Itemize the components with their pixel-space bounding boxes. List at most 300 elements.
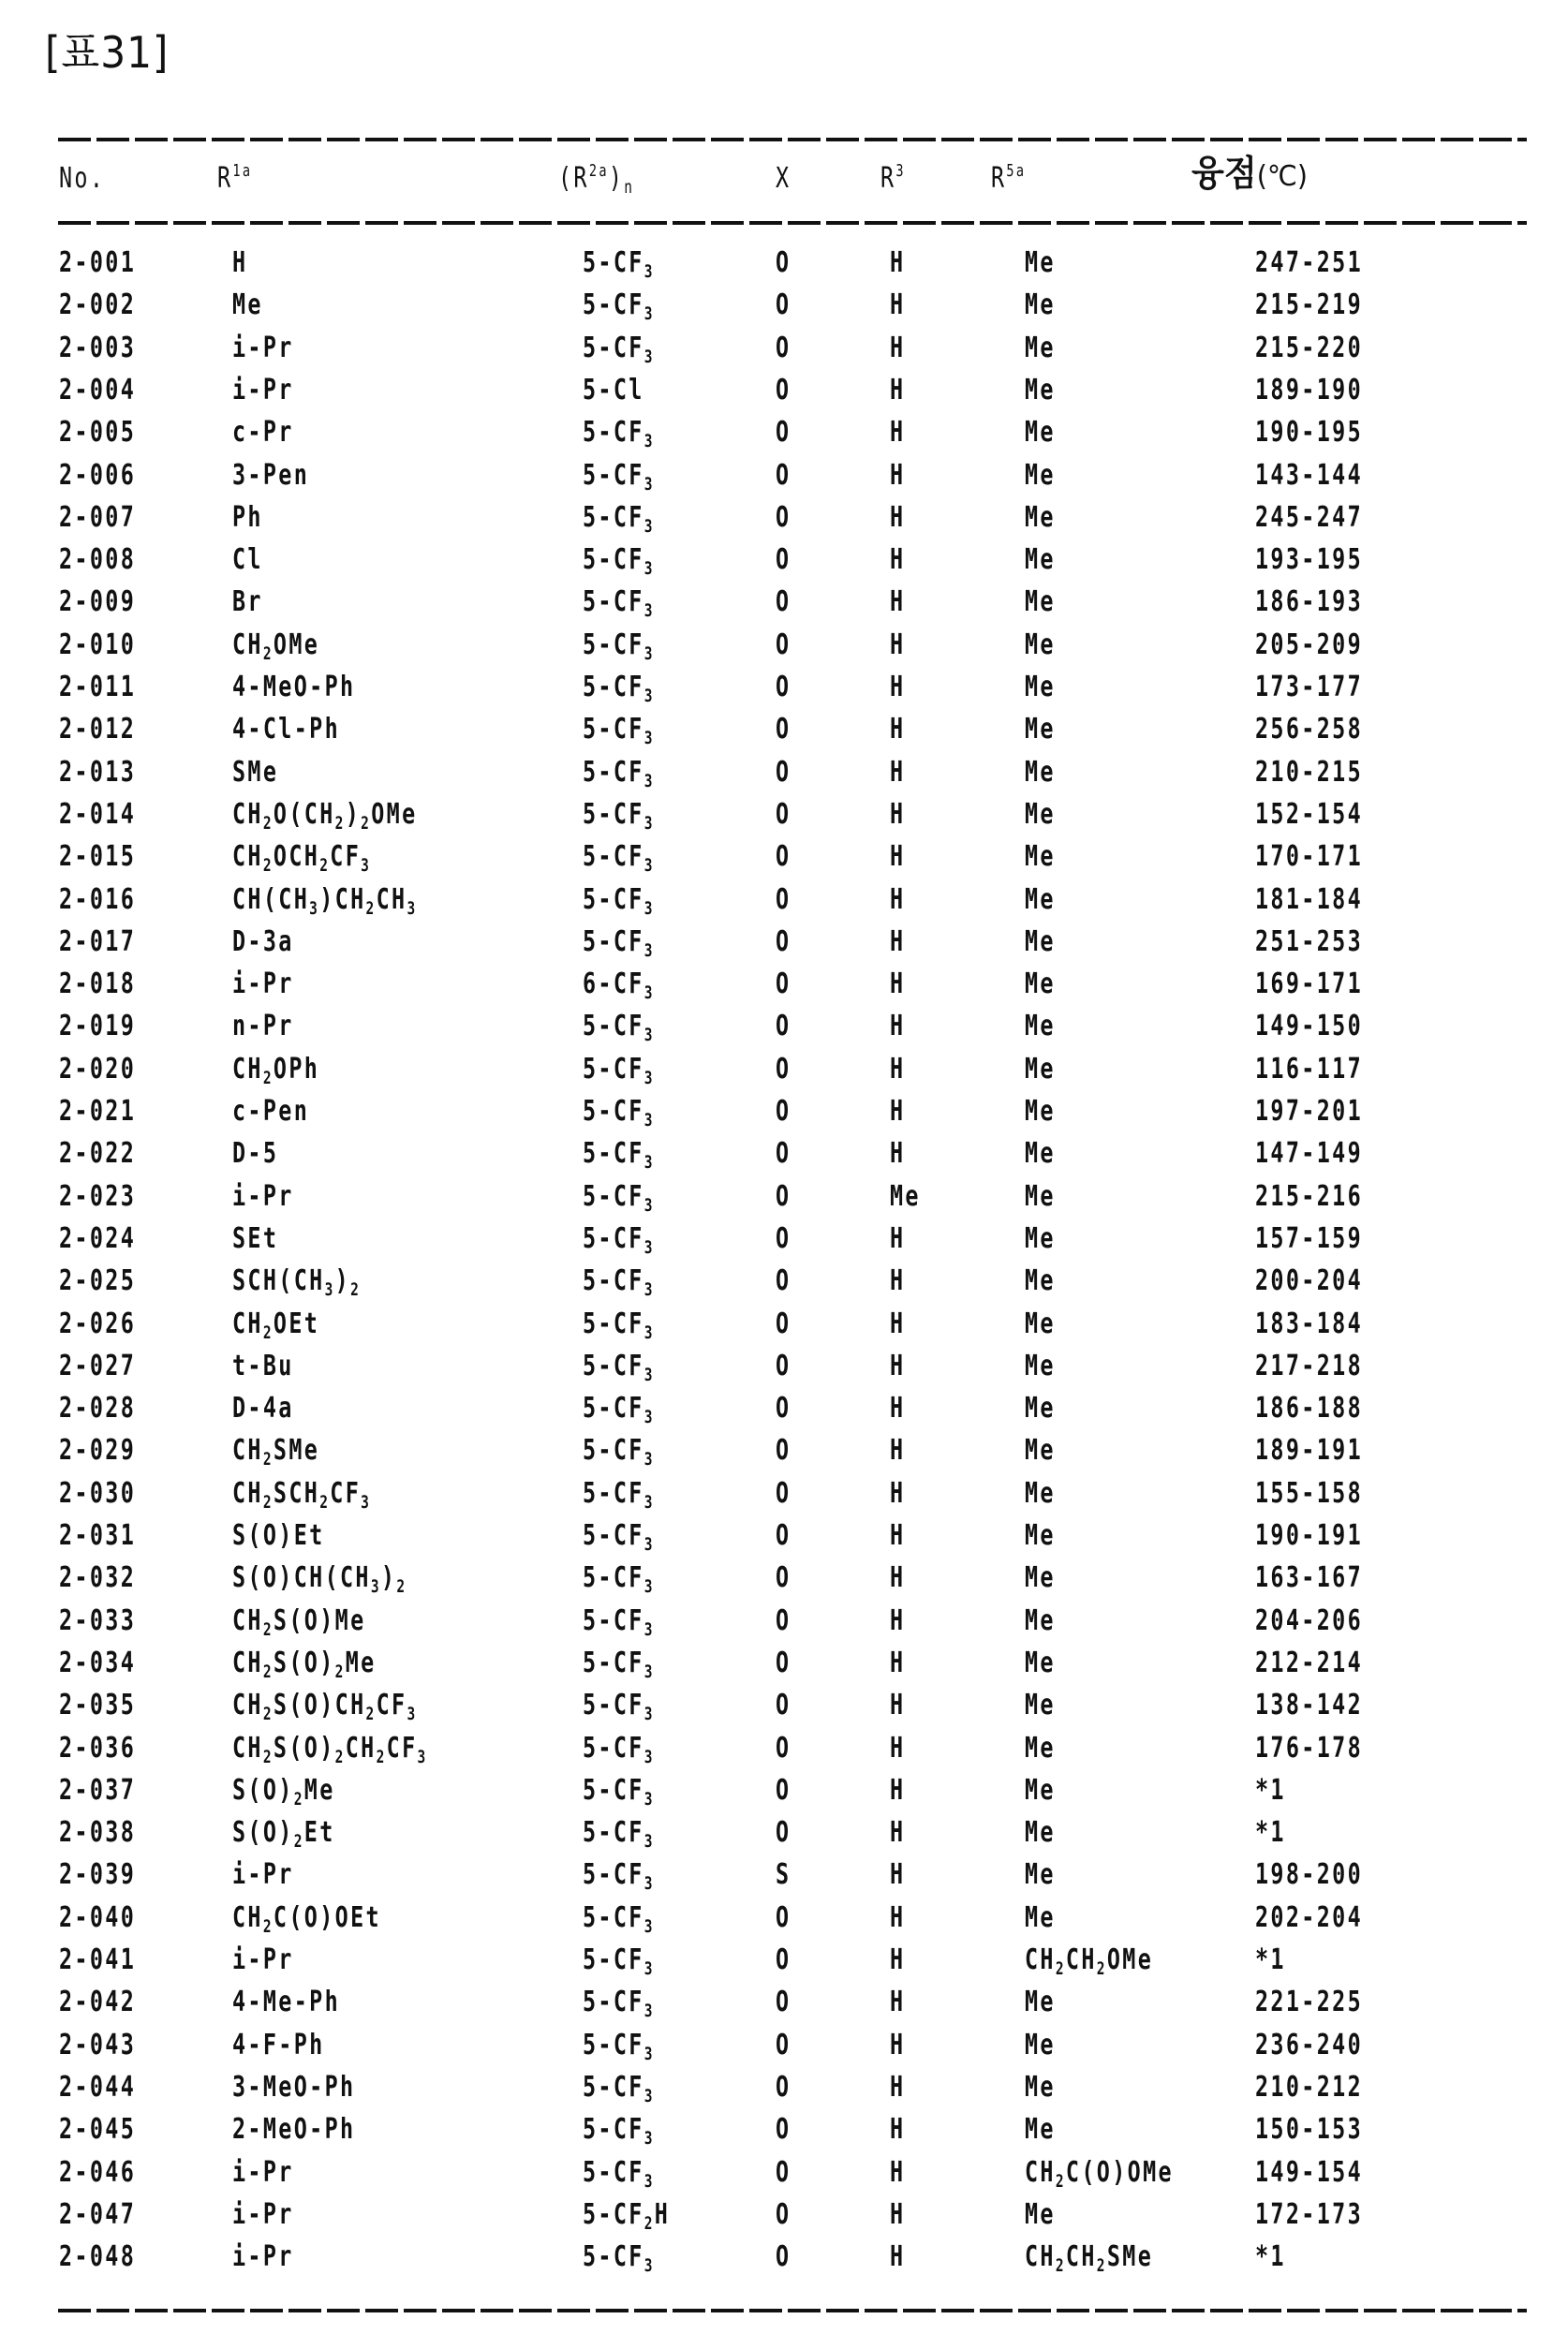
cell-r3: H (890, 1349, 906, 1382)
cell-r5a: Me (1025, 1476, 1056, 1510)
cell-x: O (776, 1264, 791, 1298)
cell-r1a: i-Pr (232, 1858, 294, 1892)
cell-r2a: $5-CF_3$ (583, 1646, 655, 1682)
cell-r2a: $5-CF_3$ (583, 882, 655, 919)
cell-x: O (776, 1476, 791, 1510)
cell-melting-point: 210-215 (1255, 755, 1364, 789)
cell-r2a: $5-CF_3$ (583, 1307, 655, 1343)
cell-r2a: $5-CF_3$ (583, 1943, 655, 1979)
table-row (0, 1308, 1568, 1351)
cell-r3: H (890, 2028, 906, 2061)
cell-r3: H (890, 1646, 906, 1679)
table-row (0, 714, 1568, 756)
cell-melting-point: 193-195 (1255, 543, 1364, 577)
cell-melting-point: 204-206 (1255, 1603, 1364, 1637)
cell-no: 2-025 (59, 1264, 137, 1298)
cell-r3: H (890, 1603, 906, 1637)
table-row (0, 1054, 1568, 1096)
cell-x: O (776, 1392, 791, 1426)
cell-x: O (776, 2113, 791, 2147)
cell-r5a: Me (1025, 1773, 1056, 1807)
cell-melting-point: *1 (1255, 1773, 1286, 1807)
cell-melting-point: 236-240 (1255, 2028, 1364, 2061)
cell-r2a: $5-CF_3$ (583, 797, 655, 834)
cell-melting-point: 247-251 (1255, 246, 1364, 279)
cell-r3: H (890, 755, 906, 789)
cell-r3: H (890, 1095, 906, 1128)
cell-r2a: $5-CF_3$ (583, 628, 655, 664)
table-row (0, 1902, 1568, 1944)
cell-r3: H (890, 373, 906, 406)
cell-melting-point: 116-117 (1255, 1052, 1364, 1086)
cell-no: 2-019 (59, 1010, 137, 1043)
cell-x: O (776, 416, 791, 450)
table-row (0, 1775, 1568, 1817)
table-row (0, 629, 1568, 672)
cell-r5a: Me (1025, 458, 1056, 492)
cell-r5a: Me (1025, 1392, 1056, 1426)
cell-melting-point: 200-204 (1255, 1264, 1364, 1298)
cell-r2a: $5-CF_3$ (583, 1986, 655, 2022)
cell-r3: H (890, 2113, 906, 2147)
table-row (0, 417, 1568, 459)
cell-x: O (776, 924, 791, 958)
cell-melting-point: 245-247 (1255, 500, 1364, 534)
cell-no: 2-041 (59, 1943, 137, 1976)
cell-melting-point: 147-149 (1255, 1137, 1364, 1171)
cell-no: 2-034 (59, 1646, 137, 1679)
cell-r5a: Me (1025, 2113, 1056, 2147)
cell-r1a: 4-Me-Ph (232, 1986, 341, 2019)
cell-r3: H (890, 1010, 906, 1043)
cell-no: 2-033 (59, 1603, 137, 1637)
table-row (0, 926, 1568, 968)
cell-r3: H (890, 797, 906, 831)
cell-r5a: Me (1025, 924, 1056, 958)
header-no: No. (59, 162, 106, 195)
cell-r5a: Me (1025, 416, 1056, 450)
cell-no: 2-013 (59, 755, 137, 789)
cell-r1a: $CH_2S(O)CH_2CF_3$ (232, 1689, 418, 1725)
cell-r1a: i-Pr (232, 968, 294, 1001)
cell-r2a: $5-CF_3$ (583, 585, 655, 622)
cell-r3: H (890, 1943, 906, 1976)
cell-melting-point: 173-177 (1255, 671, 1364, 703)
cell-r3: H (890, 1476, 906, 1510)
cell-r1a: t-Bu (232, 1349, 294, 1382)
table-row (0, 1817, 1568, 1859)
table-row (0, 672, 1568, 714)
cell-no: 2-021 (59, 1095, 137, 1128)
cell-x: O (776, 1561, 791, 1595)
cell-melting-point: 189-191 (1255, 1434, 1364, 1468)
table-row (0, 2199, 1568, 2241)
cell-r3: H (890, 458, 906, 492)
cell-melting-point: 169-171 (1255, 968, 1364, 1001)
cell-r3: H (890, 1137, 906, 1171)
cell-r5a: Me (1025, 628, 1056, 661)
cell-no: 2-046 (59, 2155, 137, 2189)
cell-r2a: $5-CF_3$ (583, 924, 655, 961)
cell-x: O (776, 671, 791, 703)
cell-r5a: Me (1025, 968, 1056, 1001)
cell-x: O (776, 543, 791, 577)
header-bottom-rule (58, 221, 1527, 225)
cell-r1a: $CH_2S(O)_2CH_2CF_3$ (232, 1731, 428, 1767)
cell-melting-point: 186-188 (1255, 1392, 1364, 1426)
cell-r3: H (890, 1986, 906, 2019)
cell-r3: H (890, 1392, 906, 1426)
cell-no: 2-030 (59, 1476, 137, 1510)
cell-x: O (776, 1731, 791, 1765)
cell-r5a: Me (1025, 288, 1056, 322)
cell-x: O (776, 882, 791, 916)
cell-r2a: $5-CF_3$ (583, 1010, 655, 1046)
cell-r1a: 4-Cl-Ph (232, 713, 341, 746)
table-row (0, 289, 1568, 332)
cell-r2a: $5-CF_3$ (583, 1900, 655, 1937)
cell-no: 2-028 (59, 1392, 137, 1426)
cell-melting-point: 251-253 (1255, 924, 1364, 958)
cell-r1a: D-3a (232, 924, 294, 958)
cell-no: 2-045 (59, 2113, 137, 2147)
cell-melting-point: 190-191 (1255, 1519, 1364, 1552)
table-title: [표31] (45, 27, 170, 78)
cell-no: 2-007 (59, 500, 137, 534)
cell-no: 2-043 (59, 2028, 137, 2061)
table-row (0, 1138, 1568, 1180)
cell-no: 2-015 (59, 840, 137, 874)
cell-melting-point: *1 (1255, 1943, 1286, 1976)
cell-no: 2-016 (59, 882, 137, 916)
cell-r5a: Me (1025, 882, 1056, 916)
cell-r3: H (890, 671, 906, 703)
cell-x: O (776, 1773, 791, 1807)
cell-r2a: $6-CF_3$ (583, 968, 655, 1004)
cell-r5a: Me (1025, 797, 1056, 831)
table-row (0, 1478, 1568, 1520)
table-row (0, 544, 1568, 586)
cell-r5a: Me (1025, 373, 1056, 406)
cell-x: O (776, 246, 791, 279)
cell-no: 2-005 (59, 416, 137, 450)
table-row (0, 1351, 1568, 1393)
cell-r5a: Me (1025, 1264, 1056, 1298)
cell-r2a: $5-CF_3$ (583, 671, 655, 706)
cell-r1a: Cl (232, 543, 263, 577)
cell-r2a: $5-CF_3$ (583, 1476, 655, 1513)
cell-x: O (776, 1095, 791, 1128)
cell-no: 2-009 (59, 585, 137, 619)
cell-r1a: i-Pr (232, 1943, 294, 1976)
table-row (0, 1435, 1568, 1477)
cell-r3: H (890, 1434, 906, 1468)
header-top-rule (58, 138, 1527, 141)
cell-r5a: Me (1025, 246, 1056, 279)
cell-r2a: $5-CF_3$ (583, 1179, 655, 1216)
cell-no: 2-010 (59, 628, 137, 661)
cell-r3: H (890, 288, 906, 322)
cell-r2a: $5-CF_3$ (583, 1816, 655, 1853)
cell-x: O (776, 373, 791, 406)
cell-melting-point: 157-159 (1255, 1221, 1364, 1255)
cell-r2a: $5-CF_3$ (583, 1221, 655, 1258)
cell-r3: H (890, 882, 906, 916)
cell-x: O (776, 1986, 791, 2019)
cell-no: 2-004 (59, 373, 137, 406)
cell-r1a: $CH(CH_3)CH_2CH_3$ (232, 882, 418, 919)
cell-r1a: i-Pr (232, 2197, 294, 2231)
cell-r1a: $CH_2C(O)OEt$ (232, 1900, 381, 1937)
cell-x: O (776, 1434, 791, 1468)
cell-no: 2-037 (59, 1773, 137, 1807)
cell-melting-point: 205-209 (1255, 628, 1364, 661)
cell-r5a: Me (1025, 1816, 1056, 1850)
cell-r1a: D-5 (232, 1137, 279, 1171)
cell-r3: H (890, 1221, 906, 1255)
cell-r5a: Me (1025, 1986, 1056, 2019)
cell-r3: H (890, 585, 906, 619)
cell-no: 2-035 (59, 1689, 137, 1722)
cell-no: 2-012 (59, 713, 137, 746)
cell-r1a: 4-F-Ph (232, 2028, 325, 2061)
cell-r3: H (890, 1858, 906, 1892)
cell-melting-point: 212-214 (1255, 1646, 1364, 1679)
cell-no: 2-002 (59, 288, 137, 322)
cell-r3: H (890, 331, 906, 364)
table-row (0, 968, 1568, 1011)
cell-no: 2-011 (59, 671, 137, 703)
cell-r2a: $5-CF_3$ (583, 458, 655, 495)
cell-x: O (776, 1307, 791, 1340)
cell-melting-point: 186-193 (1255, 585, 1364, 619)
cell-r5a: Me (1025, 755, 1056, 789)
cell-no: 2-032 (59, 1561, 137, 1595)
cell-x: O (776, 1900, 791, 1934)
cell-no: 2-001 (59, 246, 137, 279)
cell-melting-point: 149-154 (1255, 2155, 1364, 2189)
cell-r3: H (890, 1816, 906, 1850)
cell-r1a: i-Pr (232, 331, 294, 364)
cell-r5a: Me (1025, 1689, 1056, 1722)
cell-r1a: $CH_2OPh$ (232, 1052, 320, 1088)
cell-r5a: Me (1025, 2197, 1056, 2231)
table-row (0, 2030, 1568, 2072)
cell-r2a: $5-CF_2H$ (583, 2197, 671, 2234)
cell-r2a: $5-CF_3$ (583, 755, 655, 791)
cell-melting-point: 181-184 (1255, 882, 1364, 916)
header-r5a: $R^{5a}$ (991, 162, 1027, 195)
cell-r2a: $5-CF_3$ (583, 543, 655, 580)
cell-r3: H (890, 924, 906, 958)
cell-x: O (776, 1179, 791, 1213)
cell-x: O (776, 1816, 791, 1850)
cell-melting-point: 197-201 (1255, 1095, 1364, 1128)
cell-r5a: Me (1025, 1221, 1056, 1255)
cell-r3: H (890, 1900, 906, 1934)
cell-r1a: $CH_2S(O)Me$ (232, 1603, 366, 1640)
cell-r3: H (890, 500, 906, 534)
cell-r3: H (890, 628, 906, 661)
cell-melting-point: 176-178 (1255, 1731, 1364, 1765)
header-mp-label: 융점 (1191, 153, 1257, 194)
cell-r1a: $CH_2SCH_2CF_3$ (232, 1476, 372, 1513)
cell-r1a: $CH_2OCH_2CF_3$ (232, 840, 372, 877)
table-row (0, 2241, 1568, 2283)
cell-r5a: $CH_2CH_2SMe$ (1025, 2240, 1154, 2277)
cell-melting-point: 172-173 (1255, 2197, 1364, 2231)
cell-x: O (776, 1603, 791, 1637)
cell-melting-point: *1 (1255, 1816, 1286, 1850)
cell-melting-point: 183-184 (1255, 1307, 1364, 1340)
cell-no: 2-039 (59, 1858, 137, 1892)
cell-r1a: i-Pr (232, 373, 294, 406)
cell-r1a: 2-MeO-Ph (232, 2113, 356, 2147)
cell-no: 2-022 (59, 1137, 137, 1171)
cell-r2a: $5-CF_3$ (583, 1731, 655, 1767)
table-row (0, 1096, 1568, 1138)
cell-r5a: Me (1025, 1349, 1056, 1382)
table-bottom-rule (58, 2309, 1527, 2312)
header-x: X (776, 162, 791, 195)
cell-r3: Me (890, 1179, 921, 1213)
cell-melting-point: 210-212 (1255, 2070, 1364, 2104)
cell-r3: H (890, 1052, 906, 1086)
cell-no: 2-020 (59, 1052, 137, 1086)
cell-r3: H (890, 543, 906, 577)
cell-r1a: 3-MeO-Ph (232, 2070, 356, 2104)
cell-r2a: $5-CF_3$ (583, 713, 655, 749)
cell-r3: H (890, 416, 906, 450)
table-row (0, 1181, 1568, 1223)
table-row (0, 884, 1568, 926)
cell-r2a: $5-CF_3$ (583, 2240, 655, 2277)
cell-r1a: i-Pr (232, 1179, 294, 1213)
cell-r1a: H (232, 246, 248, 279)
header-r3: $R^3$ (880, 162, 906, 195)
cell-no: 2-040 (59, 1900, 137, 1934)
cell-r1a: i-Pr (232, 2240, 294, 2274)
cell-x: O (776, 713, 791, 746)
header-r2a-n: $(R^{2a})_n$ (558, 162, 635, 198)
cell-x: O (776, 1221, 791, 1255)
cell-r5a: Me (1025, 2028, 1056, 2061)
cell-r1a: $S(O)_2Et$ (232, 1816, 335, 1853)
cell-r5a: Me (1025, 671, 1056, 703)
cell-r2a: $5-CF_3$ (583, 1689, 655, 1725)
cell-r5a: Me (1025, 1434, 1056, 1468)
cell-r3: H (890, 1773, 906, 1807)
table-row (0, 1859, 1568, 1901)
cell-r2a: $5-CF_3$ (583, 1561, 655, 1598)
cell-r5a: Me (1025, 1137, 1056, 1171)
cell-x: O (776, 2028, 791, 2061)
cell-r2a: $5-CF_3$ (583, 1264, 655, 1301)
table-row (0, 586, 1568, 628)
cell-melting-point: 215-216 (1255, 1179, 1364, 1213)
cell-r1a: $CH_2SMe$ (232, 1434, 320, 1470)
cell-r3: H (890, 840, 906, 874)
cell-r2a: $5-CF_3$ (583, 1392, 655, 1428)
cell-x: O (776, 797, 791, 831)
cell-x: O (776, 628, 791, 661)
table-row (0, 1690, 1568, 1732)
table-row (0, 2072, 1568, 2114)
cell-no: 2-018 (59, 968, 137, 1001)
table-row (0, 1733, 1568, 1775)
cell-r3: H (890, 1561, 906, 1595)
cell-r2a: $5-CF_3$ (583, 288, 655, 325)
cell-r1a: c-Pen (232, 1095, 310, 1128)
cell-melting-point: 221-225 (1255, 1986, 1364, 2019)
cell-r3: H (890, 2070, 906, 2104)
cell-r2a: $5-CF_3$ (583, 1137, 655, 1174)
cell-r3: H (890, 968, 906, 1001)
cell-melting-point: *1 (1255, 2240, 1286, 2274)
table-row (0, 2157, 1568, 2199)
cell-no: 2-023 (59, 1179, 137, 1213)
cell-no: 2-029 (59, 1434, 137, 1468)
table-row (0, 1562, 1568, 1604)
cell-r1a: $S(O)_2Me$ (232, 1773, 335, 1810)
cell-r2a: $5-CF_3$ (583, 1052, 655, 1088)
cell-x: O (776, 840, 791, 874)
cell-r5a: $CH_2C(O)OMe$ (1025, 2155, 1174, 2192)
cell-melting-point: 143-144 (1255, 458, 1364, 492)
cell-no: 2-031 (59, 1519, 137, 1552)
cell-no: 2-044 (59, 2070, 137, 2104)
table-row (0, 247, 1568, 289)
cell-r5a: Me (1025, 1900, 1056, 1934)
cell-r1a: 4-MeO-Ph (232, 671, 356, 703)
table-row (0, 799, 1568, 841)
cell-x: O (776, 1052, 791, 1086)
table-row (0, 841, 1568, 883)
cell-melting-point: 149-150 (1255, 1010, 1364, 1043)
table-row (0, 1011, 1568, 1053)
cell-r2a: $5-CF_3$ (583, 1773, 655, 1810)
cell-melting-point: 150-153 (1255, 2113, 1364, 2147)
cell-no: 2-036 (59, 1731, 137, 1765)
header-r1a: $R^{1a}$ (217, 162, 253, 195)
cell-r3: H (890, 713, 906, 746)
cell-r2a: $5-CF_3$ (583, 1349, 655, 1385)
cell-r3: H (890, 1731, 906, 1765)
cell-r2a: $5-CF_3$ (583, 1858, 655, 1895)
cell-x: O (776, 1646, 791, 1679)
cell-r2a: 5-Cl (583, 373, 644, 406)
cell-r1a: i-Pr (232, 2155, 294, 2189)
table-row (0, 332, 1568, 375)
cell-r3: H (890, 1264, 906, 1298)
cell-r5a: Me (1025, 1010, 1056, 1043)
cell-melting-point: 163-167 (1255, 1561, 1364, 1595)
cell-x: O (776, 968, 791, 1001)
cell-r2a: $5-CF_3$ (583, 840, 655, 877)
header-melting-point (1191, 153, 1309, 194)
cell-r1a: Me (232, 288, 263, 322)
table-row (0, 1987, 1568, 2029)
cell-r5a: Me (1025, 1646, 1056, 1679)
cell-r5a: Me (1025, 840, 1056, 874)
cell-no: 2-038 (59, 1816, 137, 1850)
cell-melting-point: 138-142 (1255, 1689, 1364, 1722)
cell-r3: H (890, 2240, 906, 2274)
cell-r5a: Me (1025, 1095, 1056, 1128)
cell-melting-point: 215-219 (1255, 288, 1364, 322)
table-row (0, 375, 1568, 417)
cell-r5a: Me (1025, 1052, 1056, 1086)
